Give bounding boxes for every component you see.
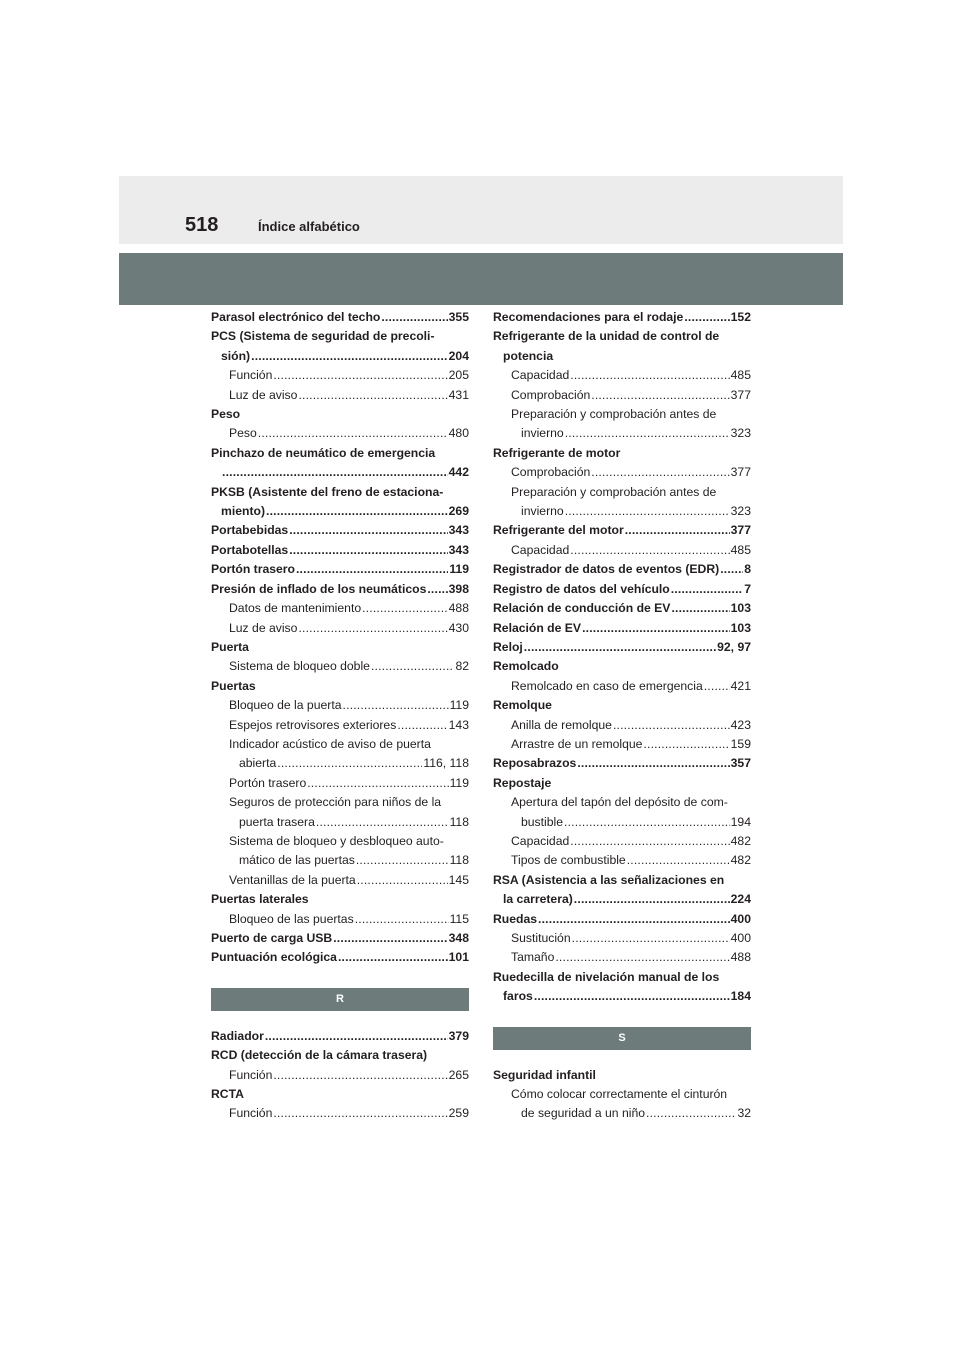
index-entry <box>493 521 751 540</box>
dot-leader <box>643 735 729 754</box>
page-reference[interactable]: 118 <box>449 853 469 868</box>
page-reference[interactable]: 442 <box>448 465 469 480</box>
page-reference[interactable]: 265 <box>448 1067 469 1082</box>
entry-term: sión) <box>221 348 251 363</box>
page-reference[interactable]: 8 <box>744 562 751 577</box>
page-reference[interactable]: 343 <box>448 523 469 538</box>
entry-term: Reposabrazos <box>493 756 577 771</box>
index-subentry <box>211 716 469 735</box>
page-reference[interactable]: 269 <box>448 504 469 519</box>
entry-term: Tamaño <box>511 950 555 965</box>
dot-leader <box>671 599 729 618</box>
entry-term: Remolcado en caso de emergencia <box>511 678 703 693</box>
entry-term: Recomendaciones para el rodaje <box>493 310 684 324</box>
index-subentry <box>493 463 751 482</box>
index-letter-heading: R <box>211 988 469 1011</box>
index-subentry <box>211 910 469 929</box>
entry-term: Función <box>229 368 273 383</box>
page-reference[interactable]: 116, 118 <box>423 756 469 771</box>
entry-term: invierno <box>521 426 564 441</box>
dot-leader <box>538 910 730 929</box>
index-entry: potencia <box>503 348 554 363</box>
index-subentry <box>493 541 751 560</box>
page-reference[interactable]: 485 <box>730 542 751 557</box>
dot-leader <box>564 813 730 832</box>
dot-leader <box>273 1066 447 1085</box>
entry-term: Presión de inflado de los neumáticos <box>211 581 427 596</box>
page-reference[interactable]: 103 <box>730 620 751 635</box>
entry-term: Tipos de combustible <box>511 853 626 868</box>
page-reference[interactable]: 323 <box>730 504 751 519</box>
index-entry <box>211 1027 469 1046</box>
index-entry <box>211 463 469 482</box>
page-reference[interactable]: 400 <box>730 911 751 926</box>
page-reference[interactable]: 482 <box>730 853 751 868</box>
dot-leader <box>371 657 455 676</box>
index-entry: Ruedecilla de nivelación manual de los <box>493 969 720 984</box>
page-reference[interactable]: 480 <box>448 426 469 441</box>
page-reference[interactable]: 205 <box>448 368 469 383</box>
page-reference[interactable]: 343 <box>448 542 469 557</box>
header-gray-band <box>119 253 843 305</box>
dot-leader <box>362 599 448 618</box>
page-reference[interactable]: 145 <box>448 872 469 887</box>
page-reference[interactable]: 323 <box>730 426 751 441</box>
dot-leader <box>333 929 447 948</box>
index-entry: RCTA <box>211 1087 244 1102</box>
entry-term: de seguridad a un niño <box>521 1106 646 1121</box>
index-entry <box>493 599 751 618</box>
index-letter-heading: S <box>493 1027 751 1050</box>
page-reference[interactable]: 143 <box>448 717 469 732</box>
dot-leader <box>570 541 729 560</box>
index-subentry <box>211 619 469 638</box>
entry-term: Puntuación ecológica <box>211 950 337 965</box>
index-subentry <box>493 1104 751 1123</box>
index-entry: Puertas laterales <box>211 892 309 907</box>
dot-leader <box>565 502 730 521</box>
index-subentry <box>493 677 751 696</box>
dot-leader <box>534 987 730 1006</box>
index-entry <box>493 890 751 909</box>
dot-leader <box>357 871 448 890</box>
page-reference[interactable]: 423 <box>730 717 751 732</box>
page-reference[interactable]: 119 <box>449 775 469 790</box>
index-entry <box>211 580 469 599</box>
dot-leader <box>356 851 449 870</box>
page-reference[interactable]: 488 <box>730 950 751 965</box>
entry-term: Ruedas <box>493 911 538 926</box>
index-entry <box>493 619 751 638</box>
index-entry <box>211 308 469 327</box>
dot-leader <box>266 502 448 521</box>
entry-term: abierta <box>239 756 277 771</box>
index-subentry <box>493 813 751 832</box>
index-subentry <box>493 366 751 385</box>
page-reference[interactable]: 421 <box>730 678 751 693</box>
entry-term: Bloqueo de las puertas <box>229 911 354 926</box>
page-reference[interactable]: 92, 97 <box>717 639 751 654</box>
page-reference[interactable]: 119 <box>449 562 469 577</box>
entry-term: Espejos retrovisores exteriores <box>229 717 397 732</box>
page-reference[interactable]: 348 <box>448 931 469 945</box>
dot-leader <box>720 560 743 579</box>
entry-term: Sistema de bloqueo doble <box>229 659 370 674</box>
entry-term: Arrastre de un remolque <box>511 736 643 751</box>
index-entry: PCS (Sistema de seguridad de precoli- <box>211 329 435 344</box>
dot-leader <box>381 308 447 327</box>
index-subentry <box>211 754 469 773</box>
entry-term: mático de las puertas <box>239 853 355 868</box>
page-reference[interactable]: 103 <box>730 601 751 616</box>
page-reference[interactable]: 377 <box>730 465 751 480</box>
entry-term: Portabotellas <box>211 542 289 557</box>
index-subentry <box>211 424 469 443</box>
index-entry: PKSB (Asistente del freno de estaciona- <box>211 484 444 499</box>
dot-leader <box>296 560 448 579</box>
index-subentry <box>493 851 751 870</box>
dot-leader <box>591 386 729 405</box>
entry-term: bustible <box>521 814 564 829</box>
page-reference[interactable]: 431 <box>448 387 469 402</box>
dot-leader <box>704 677 730 696</box>
index-entry <box>493 308 751 327</box>
dot-leader <box>397 716 447 735</box>
index-entry: Peso <box>211 407 241 422</box>
index-subentry <box>211 851 469 870</box>
page-reference[interactable]: 224 <box>730 892 751 907</box>
page-reference[interactable]: 119 <box>449 698 469 713</box>
entry-term: Peso <box>229 426 257 441</box>
page-reference[interactable]: 82 <box>455 659 469 674</box>
entry-term: Bloqueo de la puerta <box>229 698 342 713</box>
index-subentry <box>493 948 751 967</box>
index-subentry <box>493 716 751 735</box>
index-subentry <box>493 502 751 521</box>
dot-leader <box>289 541 447 560</box>
index-entry <box>211 347 469 366</box>
index-entry <box>211 948 469 967</box>
page-reference[interactable]: 357 <box>730 756 751 771</box>
index-entry: RSA (Asistencia a las señalizaciones en <box>493 872 725 887</box>
entry-term: puerta trasera <box>239 814 315 829</box>
index-subentry <box>211 1066 469 1085</box>
entry-term: Portón trasero <box>229 775 307 790</box>
page-reference[interactable]: 488 <box>448 601 469 616</box>
dot-leader <box>298 386 447 405</box>
dot-leader <box>613 716 730 735</box>
dot-leader <box>591 463 729 482</box>
dot-leader <box>222 463 448 482</box>
entry-term: Registrador de datos de eventos (EDR) <box>493 562 720 577</box>
dot-leader <box>565 424 730 443</box>
page-reference[interactable]: 159 <box>730 736 751 751</box>
page-reference[interactable]: 7 <box>744 581 751 596</box>
index-entry: RCD (detección de la cámara trasera) <box>211 1048 428 1063</box>
entry-term: invierno <box>521 504 564 519</box>
entry-term: Capacidad <box>511 833 570 848</box>
dot-leader <box>570 832 729 851</box>
dot-leader <box>570 366 729 385</box>
entry-term: Sustitución <box>511 931 571 945</box>
index-column-left <box>211 308 469 1124</box>
page-reference[interactable]: 152 <box>730 310 751 324</box>
entry-term: Función <box>229 1106 273 1121</box>
dot-leader <box>258 424 448 443</box>
dot-leader <box>273 366 447 385</box>
header-band <box>119 176 843 244</box>
page-reference[interactable]: 377 <box>730 387 751 402</box>
index-entry: Refrigerante de motor <box>493 445 621 460</box>
index-subentry: Seguros de protección para niños de la <box>229 795 442 810</box>
dot-leader <box>671 580 743 599</box>
entry-term: Radiador <box>211 1028 264 1043</box>
dot-leader <box>572 929 730 948</box>
index-subentry: Indicador acústico de aviso de puerta <box>229 736 431 751</box>
index-entry: Refrigerante de la unidad de control de <box>493 329 720 344</box>
index-column-right <box>493 308 751 1124</box>
dot-leader <box>577 754 729 773</box>
entry-term: Portabebidas <box>211 523 289 538</box>
entry-term: Reloj <box>493 639 523 654</box>
index-subentry: Preparación y comprobación antes de <box>511 484 717 499</box>
index-entry <box>493 560 751 579</box>
dot-leader <box>627 851 730 870</box>
page-reference[interactable]: 482 <box>730 833 751 848</box>
page-reference[interactable]: 259 <box>448 1106 469 1121</box>
entry-term: Capacidad <box>511 368 570 383</box>
index-entry: Remolcado <box>493 659 559 674</box>
index-entry <box>211 521 469 540</box>
index-entry <box>493 754 751 773</box>
page-reference[interactable]: 355 <box>448 310 469 324</box>
index-subentry <box>493 832 751 851</box>
index-entry <box>493 638 751 657</box>
entry-term: Luz de aviso <box>229 387 298 402</box>
dot-leader <box>646 1104 736 1123</box>
index-subentry <box>211 366 469 385</box>
index-entry <box>493 987 751 1006</box>
entry-term: Registro de datos del vehículo <box>493 581 670 596</box>
dot-leader <box>343 696 449 715</box>
dot-leader <box>265 1027 448 1046</box>
index-entry: Remolque <box>493 698 552 713</box>
dot-leader <box>555 948 729 967</box>
index-subentry <box>493 735 751 754</box>
entry-term: Ventanillas de la puerta <box>229 872 356 887</box>
dot-leader <box>524 638 716 657</box>
page-reference[interactable]: 204 <box>448 348 469 363</box>
page-reference[interactable]: 379 <box>448 1028 469 1043</box>
page-reference[interactable]: 115 <box>449 911 469 926</box>
page-reference[interactable]: 184 <box>730 989 751 1004</box>
page-reference[interactable]: 194 <box>730 814 751 829</box>
dot-leader <box>582 619 730 638</box>
entry-term: Datos de mantenimiento <box>229 601 362 616</box>
index-entry: Pinchazo de neumático de emergencia <box>211 445 436 460</box>
index-subentry <box>211 774 469 793</box>
index-subentry <box>493 386 751 405</box>
dot-leader <box>277 754 422 773</box>
index-subentry <box>493 424 751 443</box>
index-subentry: Sistema de bloqueo y desbloqueo auto- <box>229 833 444 848</box>
dot-leader <box>355 910 449 929</box>
page-reference[interactable]: 398 <box>448 581 469 596</box>
index-entry: Puerta <box>211 639 249 654</box>
index-subentry <box>211 871 469 890</box>
dot-leader <box>338 948 448 967</box>
page-number: 518 <box>185 214 219 236</box>
page-reference[interactable]: 377 <box>730 523 751 538</box>
page-reference[interactable]: 430 <box>448 620 469 635</box>
page-reference[interactable]: 400 <box>730 931 751 945</box>
entry-term: Refrigerante del motor <box>493 523 624 538</box>
entry-term: Comprobación <box>511 465 591 480</box>
dot-leader <box>251 347 448 366</box>
entry-term: Anilla de remolque <box>511 717 612 732</box>
entry-term: Relación de EV <box>493 620 582 635</box>
index-entry <box>493 580 751 599</box>
dot-leader <box>625 521 730 540</box>
index-entry <box>211 560 469 579</box>
entry-term: Relación de conducción de EV <box>493 601 671 616</box>
entry-term: Puerto de carga USB <box>211 931 333 945</box>
dot-leader <box>427 580 447 599</box>
entry-term: la carretera) <box>503 892 573 907</box>
index-entry: Repostaje <box>493 775 552 790</box>
entry-term: Función <box>229 1067 273 1082</box>
index-subentry <box>211 599 469 618</box>
index-entry: Seguridad infantil <box>493 1067 596 1082</box>
index-subentry <box>211 1104 469 1123</box>
dot-leader <box>273 1104 447 1123</box>
index-entry <box>493 910 751 929</box>
entry-term: faros <box>503 989 533 1004</box>
page-reference[interactable]: 101 <box>448 950 469 965</box>
page-reference[interactable]: 118 <box>449 814 469 829</box>
entry-term: Comprobación <box>511 387 591 402</box>
index-subentry <box>211 696 469 715</box>
index-subentry: Preparación y comprobación antes de <box>511 407 717 422</box>
index-entry <box>211 541 469 560</box>
index-subentry <box>211 657 469 676</box>
entry-term: miento) <box>221 504 266 519</box>
index-subentry <box>493 929 751 948</box>
index-entry <box>211 929 469 948</box>
dot-leader <box>316 813 449 832</box>
index-entry: Puertas <box>211 678 256 693</box>
entry-term: Parasol electrónico del techo <box>211 310 381 324</box>
page-reference[interactable]: 32 <box>737 1106 751 1121</box>
index-entry <box>211 502 469 521</box>
dot-leader <box>684 308 729 327</box>
dot-leader <box>574 890 730 909</box>
page-reference[interactable]: 485 <box>730 368 751 383</box>
entry-term: Portón trasero <box>211 562 295 577</box>
index-subentry <box>211 386 469 405</box>
dot-leader <box>307 774 448 793</box>
section-title: Índice alfabético <box>258 219 360 234</box>
entry-term: Capacidad <box>511 542 570 557</box>
entry-term: Luz de aviso <box>229 620 298 635</box>
index-subentry: Cómo colocar correctamente el cinturón <box>511 1087 728 1102</box>
index-subentry: Apertura del tapón del depósito de com- <box>511 795 728 810</box>
dot-leader <box>289 521 447 540</box>
index-subentry <box>211 813 469 832</box>
dot-leader <box>298 619 447 638</box>
